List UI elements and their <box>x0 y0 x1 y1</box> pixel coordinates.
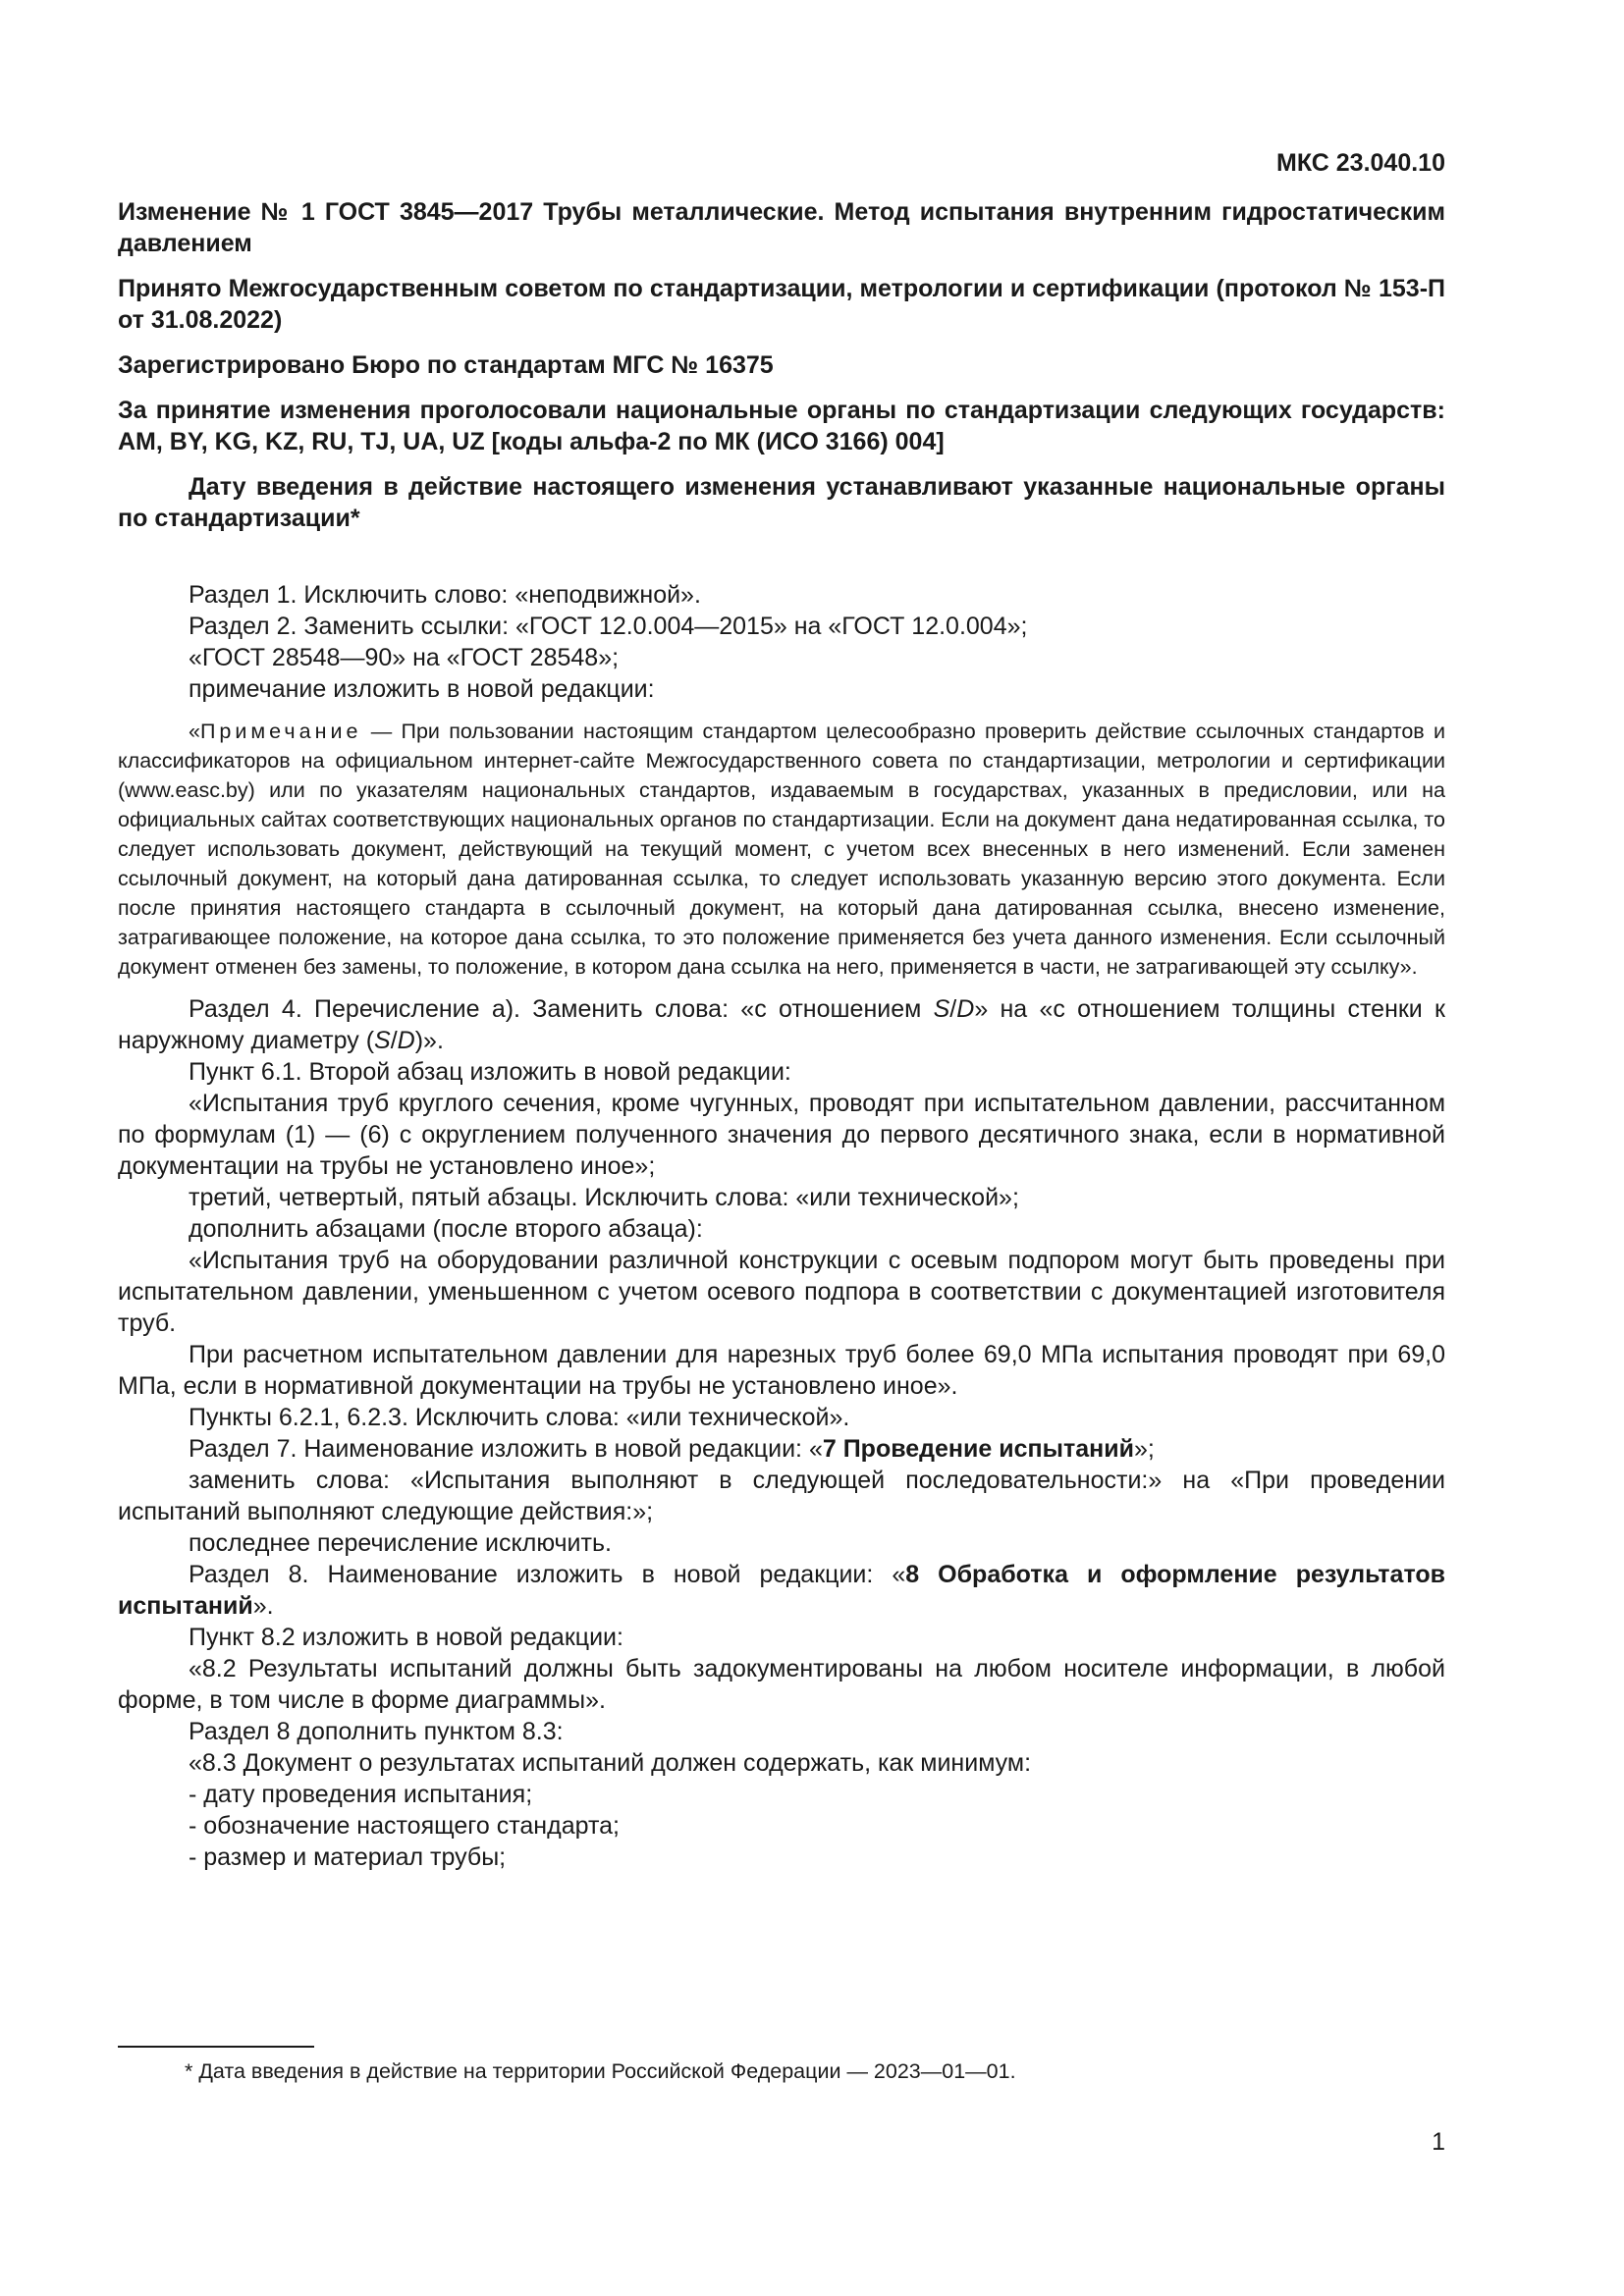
body-line: «Испытания труб на оборудовании различной конструкции с осевым подпором могут быть проведены при испытательном давлении, уменьшенном с учетом осевого подпора в соответствии с документацией изготовителя труб. <box>118 1247 1445 1337</box>
amendment-title: Изменение № 1 ГОСТ 3845—2017 Трубы металлические. Метод испытания внутренним гидростатическим давлением <box>118 198 1445 257</box>
symbol-s: S <box>374 1027 391 1054</box>
symbol-s: S <box>933 995 950 1023</box>
section8-paragraph <box>118 1559 1445 1622</box>
body-line: Раздел 1. Исключить слово: «неподвижной». <box>189 581 701 609</box>
section8-new-title: 8 Обработка и оформление результатов испытаний <box>118 1561 1445 1620</box>
content <box>118 196 1445 1873</box>
note-paragraph <box>118 717 1445 982</box>
amendment-body <box>118 579 1445 1873</box>
body-line: Пункт 8.2 изложить в новой редакции: <box>189 1624 623 1651</box>
body-line: При расчетном испытательном давлении для нарезных труб более 69,0 МПа испытания проводят при 69,0 МПа, если в нормативной документации на трубы не установлено иное». <box>118 1341 1445 1400</box>
body-line: «Испытания труб круглого сечения, кроме чугунных, проводят при испытательном давлении, рассчитанном по формулам (1) — (6) с округлением полученного значения до первого десятичного знака, если в нормативной документации на трубы не установлено иное»; <box>118 1090 1445 1180</box>
text-fragment: )». <box>414 1027 444 1054</box>
body-line: заменить слова: «Испытания выполняют в следующей последовательности:» на «При проведении испытаний выполняют следующие действия:»; <box>118 1467 1445 1525</box>
section4-paragraph <box>118 993 1445 1056</box>
list-item: - обозначение настоящего стандарта; <box>189 1812 620 1840</box>
note-text: — При пользовании настоящим стандартом целесообразно проверить действие ссылочных стандартов и классификаторов на официальном интернет-сайте Межгосударственного совета по стандартизации, метрологии и сертификации (www.easc.by) или по указателям национальных стандартов, издаваемым в государствах, указанных в предисловии, или на официальных сайтах соответствующих национальных органов по стандартизации. Если на документ дана недатированная ссылка, то следует использовать документ, действующий на текущий момент, с учетом всех внесенных в него изменений. Если заменен ссылочный документ, на который дана датированная ссылка, то следует использовать указанную версию этого документа. Если после принятия настоящего стандарта в ссылочный документ, на который дана датированная ссылка, внесено изменение, затрагивающее положение, на которое дана ссылка, то это положение применяется без учета данного изменения. Если ссылочный документ отменен без замены, то положение, в котором дана ссылка на него, применяется в части, не затрагивающей эту ссылку». <box>118 720 1445 979</box>
body-line: Пункты 6.2.1, 6.2.3. Исключить слова: «или технической». <box>189 1404 850 1431</box>
list-item: - дату проведения испытания; <box>189 1781 533 1808</box>
body-line: третий, четвертый, пятый абзацы. Исключить слова: «или технической»; <box>189 1184 1019 1211</box>
adopted-line: Принято Межгосударственным советом по стандартизации, метрологии и сертификации (протокол № 153-П от 31.08.2022) <box>118 275 1445 334</box>
symbol-d: D <box>397 1027 415 1054</box>
body-line: Раздел 2. Заменить ссылки: «ГОСТ 12.0.004—2015» на «ГОСТ 12.0.004»; <box>189 613 1028 640</box>
text-fragment: » на «с отношением толщины стенки к наружному диаметру ( <box>118 995 1445 1054</box>
body-line: последнее перечисление исключить. <box>189 1529 612 1557</box>
text-fragment: Раздел 8. Наименование изложить в новой редакции: « <box>189 1561 906 1588</box>
text-fragment: / <box>390 1027 398 1054</box>
date-intro-line: Дату введения в действие настоящего изменения устанавливают указанные национальные органы по стандартизации* <box>118 473 1445 532</box>
text-fragment: »; <box>1133 1435 1155 1463</box>
text-fragment: Раздел 4. Перечисление а). Заменить слова: «с отношением <box>189 995 934 1023</box>
body-line: Пункт 6.1. Второй абзац изложить в новой редакции: <box>189 1058 791 1086</box>
footnote: * Дата введения в действие на территории Российской Федерации — 2023—01—01. <box>185 2059 1016 2083</box>
registered-line: Зарегистрировано Бюро по стандартам МГС № 16375 <box>118 351 774 379</box>
text-fragment: ». <box>252 1592 274 1620</box>
text-fragment: Раздел 7. Наименование изложить в новой редакции: « <box>189 1435 823 1463</box>
body-line: дополнить абзацами (после второго абзаца): <box>189 1215 703 1243</box>
text-fragment: / <box>949 995 957 1023</box>
note-prefix: « <box>189 720 200 743</box>
body-line: Раздел 8 дополнить пунктом 8.3: <box>189 1718 564 1745</box>
body-line: «8.3 Документ о результатах испытаний должен содержать, как минимум: <box>189 1749 1032 1777</box>
footnote-rule <box>118 2046 314 2048</box>
body-line: «8.2 Результаты испытаний должны быть задокументированы на любом носителе информации, в любой форме, в том числе в форме диаграммы». <box>118 1655 1445 1714</box>
note-label: Примечание <box>199 720 362 743</box>
mks-code: МКС 23.040.10 <box>1276 149 1445 177</box>
symbol-d: D <box>956 995 975 1023</box>
list-item: - размер и материал трубы; <box>189 1843 507 1871</box>
body-line: «ГОСТ 28548—90» на «ГОСТ 28548»; <box>189 644 620 671</box>
body-line: примечание изложить в новой редакции: <box>189 675 655 703</box>
voted-line: За принятие изменения проголосовали национальные органы по стандартизации следующих государств: AM, BY, KG, KZ, RU, TJ, UA, UZ [коды альфа-2 по МК (ИСО 3166) 004] <box>118 397 1445 455</box>
section7-new-title: 7 Проведение испытаний <box>822 1435 1134 1463</box>
section7-paragraph <box>118 1433 1445 1465</box>
page-number: 1 <box>1432 2128 1445 2156</box>
